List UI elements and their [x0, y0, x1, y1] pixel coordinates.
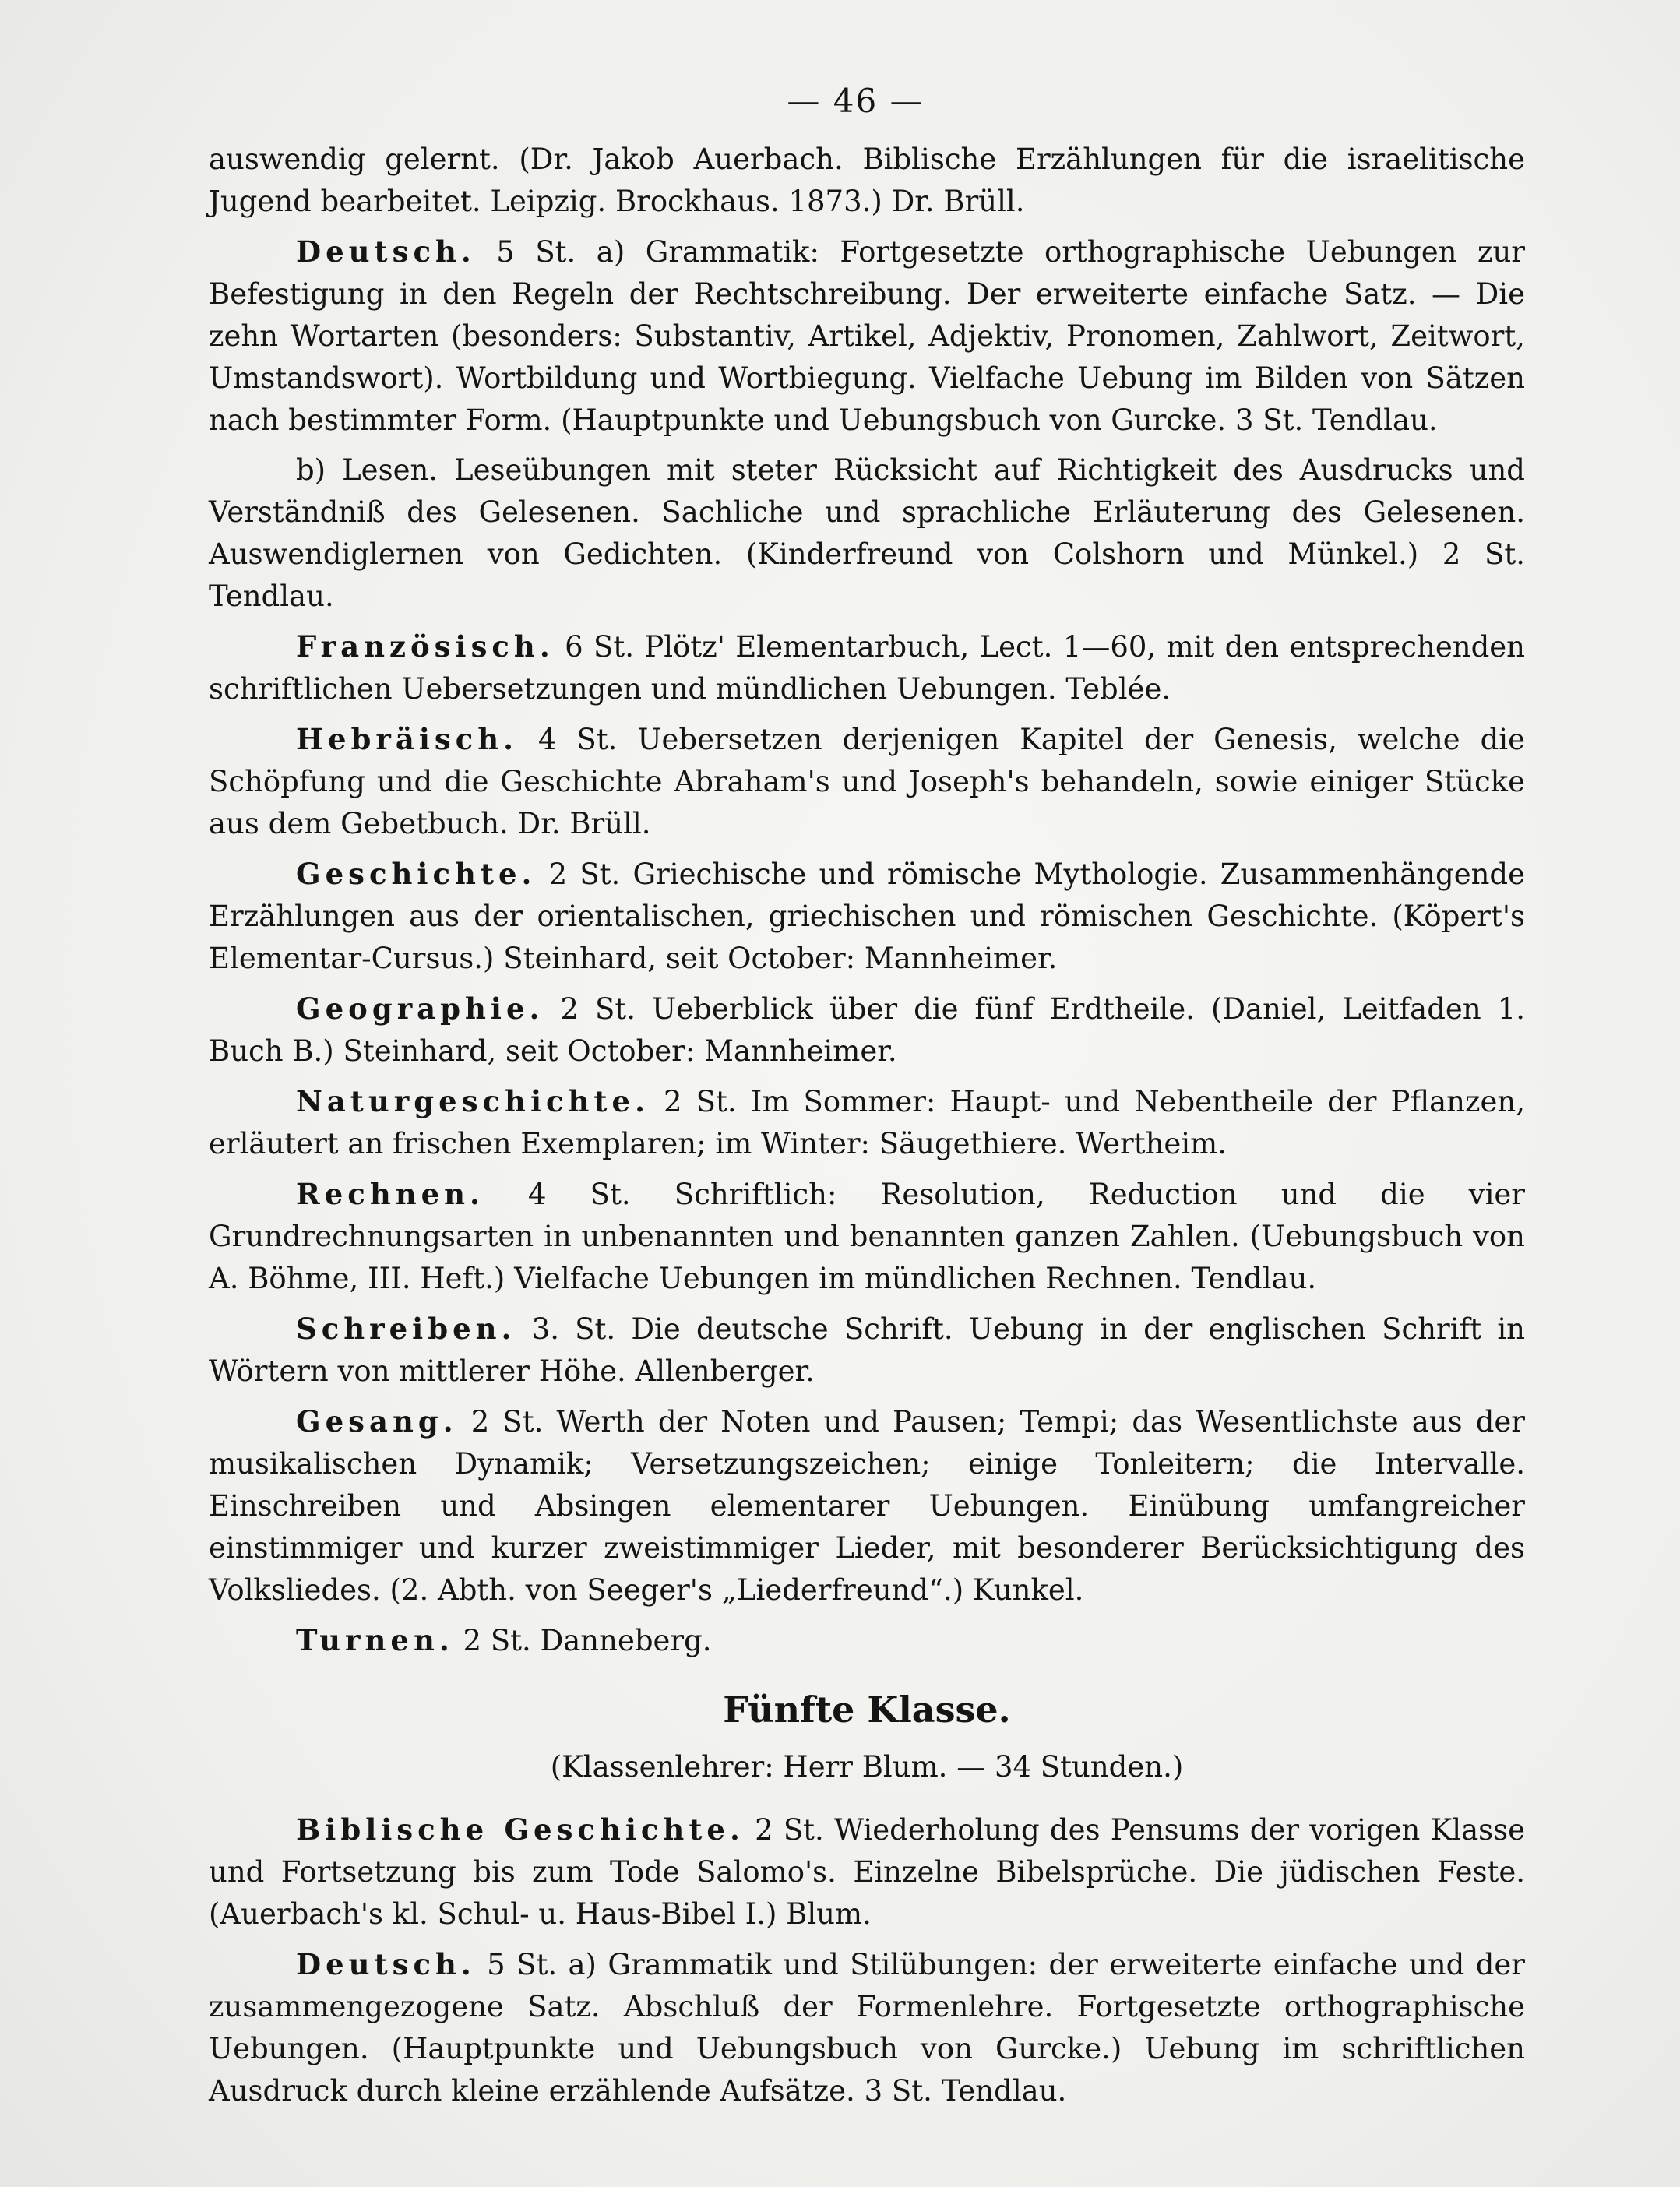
paragraph-turnen [209, 1619, 1525, 1662]
paragraph-deutsch [209, 231, 1525, 442]
paragraph-text: 5 St. a) Grammatik: Fortgesetzte orthographische Uebungen zur Befestigung in den Regeln der Rechtschreibung. Der erweiterte einfache Satz. — Die zehn Wortarten (besonders: Substantiv, Artikel, Adjektiv, Pronomen, Zahlwort, Zeitwort, Umstandswort). Wortbildung und Wortbiegung. Vielfache Uebung im Bilden von Sätzen nach bestimmter Form. (Hauptpunkte und Uebungsbuch von Gurcke. 3 St. Tendlau. [209, 235, 1525, 437]
paragraph-text: 5 St. a) Grammatik und Stilübungen: der erweiterte einfache und der zusammengezogene Satz. Abschluß der Formenlehre. Fortgesetzte orthographische Uebungen. (Hauptpunkte und Uebungsbuch von Gurcke.) Uebung im schriftlichen Ausdruck durch kleine erzählende Aufsätze. 3 St. Tendlau. [209, 1948, 1525, 2108]
paragraph-text: 6 St. Plötz' Elementarbuch, Lect. 1—60, mit den entsprechenden schriftlichen Uebersetzungen und mündlichen Uebungen. Teblée. [209, 630, 1525, 706]
subject-biblische-geschichte: Biblische Geschichte. [296, 1812, 745, 1847]
subject-deutsch: Deutsch. [296, 1947, 476, 1981]
subject-turnen: Turnen. [296, 1623, 454, 1657]
subject-hebraeisch: Hebräisch. [296, 722, 519, 756]
section-heading: Fünfte Klasse. [723, 1689, 1011, 1731]
paragraph-lesen [209, 449, 1525, 618]
paragraph-rechnen [209, 1173, 1525, 1300]
paragraph-biblische-geschichte [209, 1808, 1525, 1935]
paragraph-text: 2 St. Danneberg. [453, 1624, 712, 1657]
paragraph-text: 2 St. Im Sommer: Haupt- und Nebentheile der Pflanzen, erläutert an frischen Exemplaren; im Winter: Säugethiere. Wertheim. [209, 1085, 1525, 1160]
paragraph-deutsch-fuenfte [209, 1943, 1525, 2112]
paragraph-auerbach [209, 139, 1525, 223]
paragraph-naturgeschichte [209, 1080, 1525, 1165]
subject-naturgeschichte: Naturgeschichte. [296, 1084, 650, 1118]
paragraph-geographie [209, 988, 1525, 1072]
paragraph-text: Leseübungen mit steter Rücksicht auf Richtigkeit des Ausdrucks und Verständniß des Gelesenen. Sachliche und sprachliche Erläuterung des Gelesenen. Auswendiglernen von Gedichten. (Kinderfreund von Colshorn und Münkel.) 2 St. Tendlau. [209, 453, 1525, 613]
page-body [209, 139, 1525, 2120]
paragraph-text: auswendig gelernt. (Dr. Jakob Auerbach. Biblische Erzählungen für die israelitische Jugend bearbeitet. Leipzig. Brockhaus. 1873.) Dr. Brüll. [209, 143, 1525, 218]
paragraph-text: 2 St. Wiederholung des Pensums der vorigen Klasse und Fortsetzung bis zum Tode Salomo's. Einzelne Bibelsprüche. Die jüdischen Feste. (Auerbach's kl. Schul- u. Haus-Bibel I.) Blum. [209, 1813, 1525, 1931]
paragraph-text: 2 St. Ueberblick über die fünf Erdtheile. (Daniel, Leitfaden 1. Buch B.) Steinhard, seit October: Mannheimer. [209, 992, 1525, 1068]
paragraph-text: 3. St. Die deutsche Schrift. Uebung in der englischen Schrift in Wörtern von mittlerer Höhe. Allenberger. [209, 1312, 1525, 1388]
subject-schreiben: Schreiben. [296, 1312, 516, 1346]
paragraph-text: 4 St. Uebersetzen derjenigen Kapitel der Genesis, welche die Schöpfung und die Geschichte Abraham's und Joseph's behandeln, sowie einiger Stücke aus dem Gebetbuch. Dr. Brüll. [209, 723, 1525, 840]
paragraph-schreiben [209, 1308, 1525, 1393]
paragraph-geschichte [209, 853, 1525, 980]
subject-geschichte: Geschichte. [296, 857, 537, 891]
subject-gesang: Gesang. [296, 1404, 458, 1439]
paragraph-text: 2 St. Griechische und römische Mythologie. Zusammenhängende Erzählungen aus der orientalischen, griechischen und römischen Geschichte. (Köpert's Elementar-Cursus.) Steinhard, seit October: Mannheimer. [209, 858, 1525, 975]
page-number: — 46 — [787, 82, 925, 120]
paragraph-gesang [209, 1400, 1525, 1611]
paragraph-franzoesisch [209, 625, 1525, 710]
subject-rechnen: Rechnen. [296, 1177, 484, 1211]
section-subheading: (Klassenlehrer: Herr Blum. — 34 Stunden.) [550, 1750, 1184, 1784]
paragraph-text: 2 St. Werth der Noten und Pausen; Tempi; das Wesentlichste aus der musikalischen Dynamik; Versetzungszeichen; einige Tonleitern; die Intervalle. Einschreiben und Absingen elementarer Uebungen. Einübung umfangreicher einstimmiger und kurzer zweistimmiger Lieder, mit besonderer Berücksichtigung des Volksliedes. (2. Abth. von Seeger's „Liederfreund“.) Kunkel. [209, 1405, 1525, 1607]
subject-lesen: b) Lesen. [296, 453, 438, 487]
subject-deutsch: Deutsch. [296, 234, 476, 269]
subject-franzoesisch: Französisch. [296, 629, 555, 664]
paragraph-text: 4 St. Schriftlich: Resolution, Reduction und die vier Grundrechnungsarten in unbenannten und benannten ganzen Zahlen. (Uebungsbuch von A. Böhme, III. Heft.) Vielfache Uebungen im mündlichen Rechnen. Tendlau. [209, 1178, 1525, 1295]
paragraph-hebraeisch [209, 718, 1525, 845]
subject-geographie: Geographie. [296, 991, 544, 1026]
